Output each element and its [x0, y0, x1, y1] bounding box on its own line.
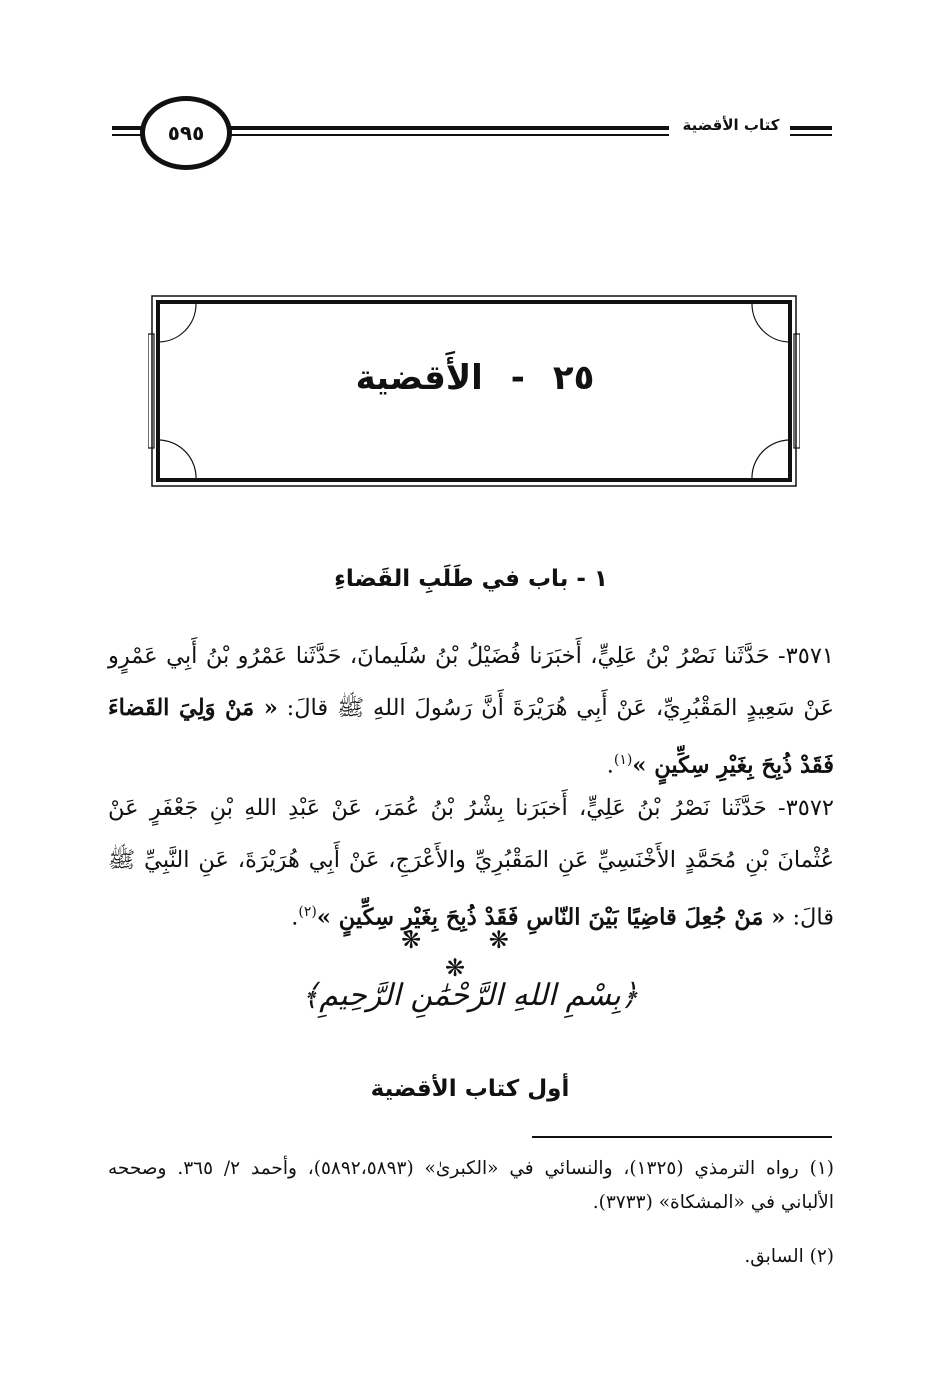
header-rule-right-thin [790, 134, 832, 136]
hadith-end: . [291, 904, 299, 931]
hadith-matn: « مَنْ جُعِلَ قاضِيًا بَيْنَ النّاسِ فَقَدْ ذُبِحَ بِغَيْرِ سِكِّينٍ » [316, 904, 786, 931]
footnote-rule [532, 1136, 832, 1138]
page-number-text: ٥٩٥ [167, 121, 205, 145]
section-title: أول كتاب الأقضية [370, 1076, 570, 1102]
chapter-title [200, 358, 750, 398]
chapter-name: الأَقضية [355, 358, 483, 398]
page-number [140, 96, 232, 170]
hadith-isnad: ٣٥٧٢- حَدَّثَنا نَصْرُ بْنُ عَلِيٍّ، أَخبَرَنا بِشْرُ بْنُ عُمَرَ، عَنْ عَبْدِ اللهِ بْنِ جَعْفَرٍ عَنْ عُثْمانَ بْنِ مُحَمَّدٍ الأَخْنَسِيِّ عَنِ المَقْبُرِيِّ والأَعْرَجِ، عَنْ أَبِي هُرَيْرَةَ، عَنِ النَّبِيِّ ﷺ قالَ: [108, 795, 834, 931]
hadith-isnad: ٣٥٧١- حَدَّثَنا نَصْرُ بْنُ عَلِيٍّ، أَخبَرَنا فُضَيْلُ بْنُ سُلَيمانَ، حَدَّثَنا عَمْرُو بْنُ أَبِي عَمْرٍو عَنْ سَعِيدٍ المَقْبُرِيِّ، عَنْ أَبِي هُرَيْرَةَ أَنَّ رَسُولَ اللهِ ﷺ قالَ: [108, 643, 834, 721]
separator-stars: ❋ ❋ ❋ [401, 926, 539, 982]
hadith-matn: « مَنْ وَلِيَ القَضاءَ فَقَدْ ذُبِحَ بِغَيْرِ سِكِّينٍ » [108, 695, 834, 779]
footnote-1: (١) رواه الترمذي (١٣٢٥)، والنسائي في «الكبرىٰ» (٥٨٩٢،٥٨٩٣)، وأحمد ٢/ ٣٦٥. وصححه الألباني في «المشكاة» (٣٧٣٣). [108, 1158, 834, 1213]
running-head: كتاب الأقضية [682, 116, 780, 134]
header-rule-thin [215, 134, 669, 136]
basmala: ﴿بِسْمِ اللهِ الرَّحْمَٰنِ الرَّحِيمِ﴾ [301, 978, 639, 1013]
bab-heading: ١ - باب في طَلَبِ القَضاءِ [334, 566, 608, 592]
header-rule-thick [215, 126, 669, 130]
chapter-dash: - [510, 358, 525, 398]
footnote-ref: (٢) [298, 904, 317, 920]
hadith-end: . [606, 752, 614, 779]
hadith-3571 [108, 630, 834, 792]
hadith-3572 [108, 782, 834, 944]
header-rule-right-thick [790, 126, 832, 130]
chapter-number: ٢٥ [552, 358, 595, 398]
footnote-ref: (١) [613, 752, 633, 768]
footnote-2: (٢) السابق. [744, 1246, 834, 1267]
